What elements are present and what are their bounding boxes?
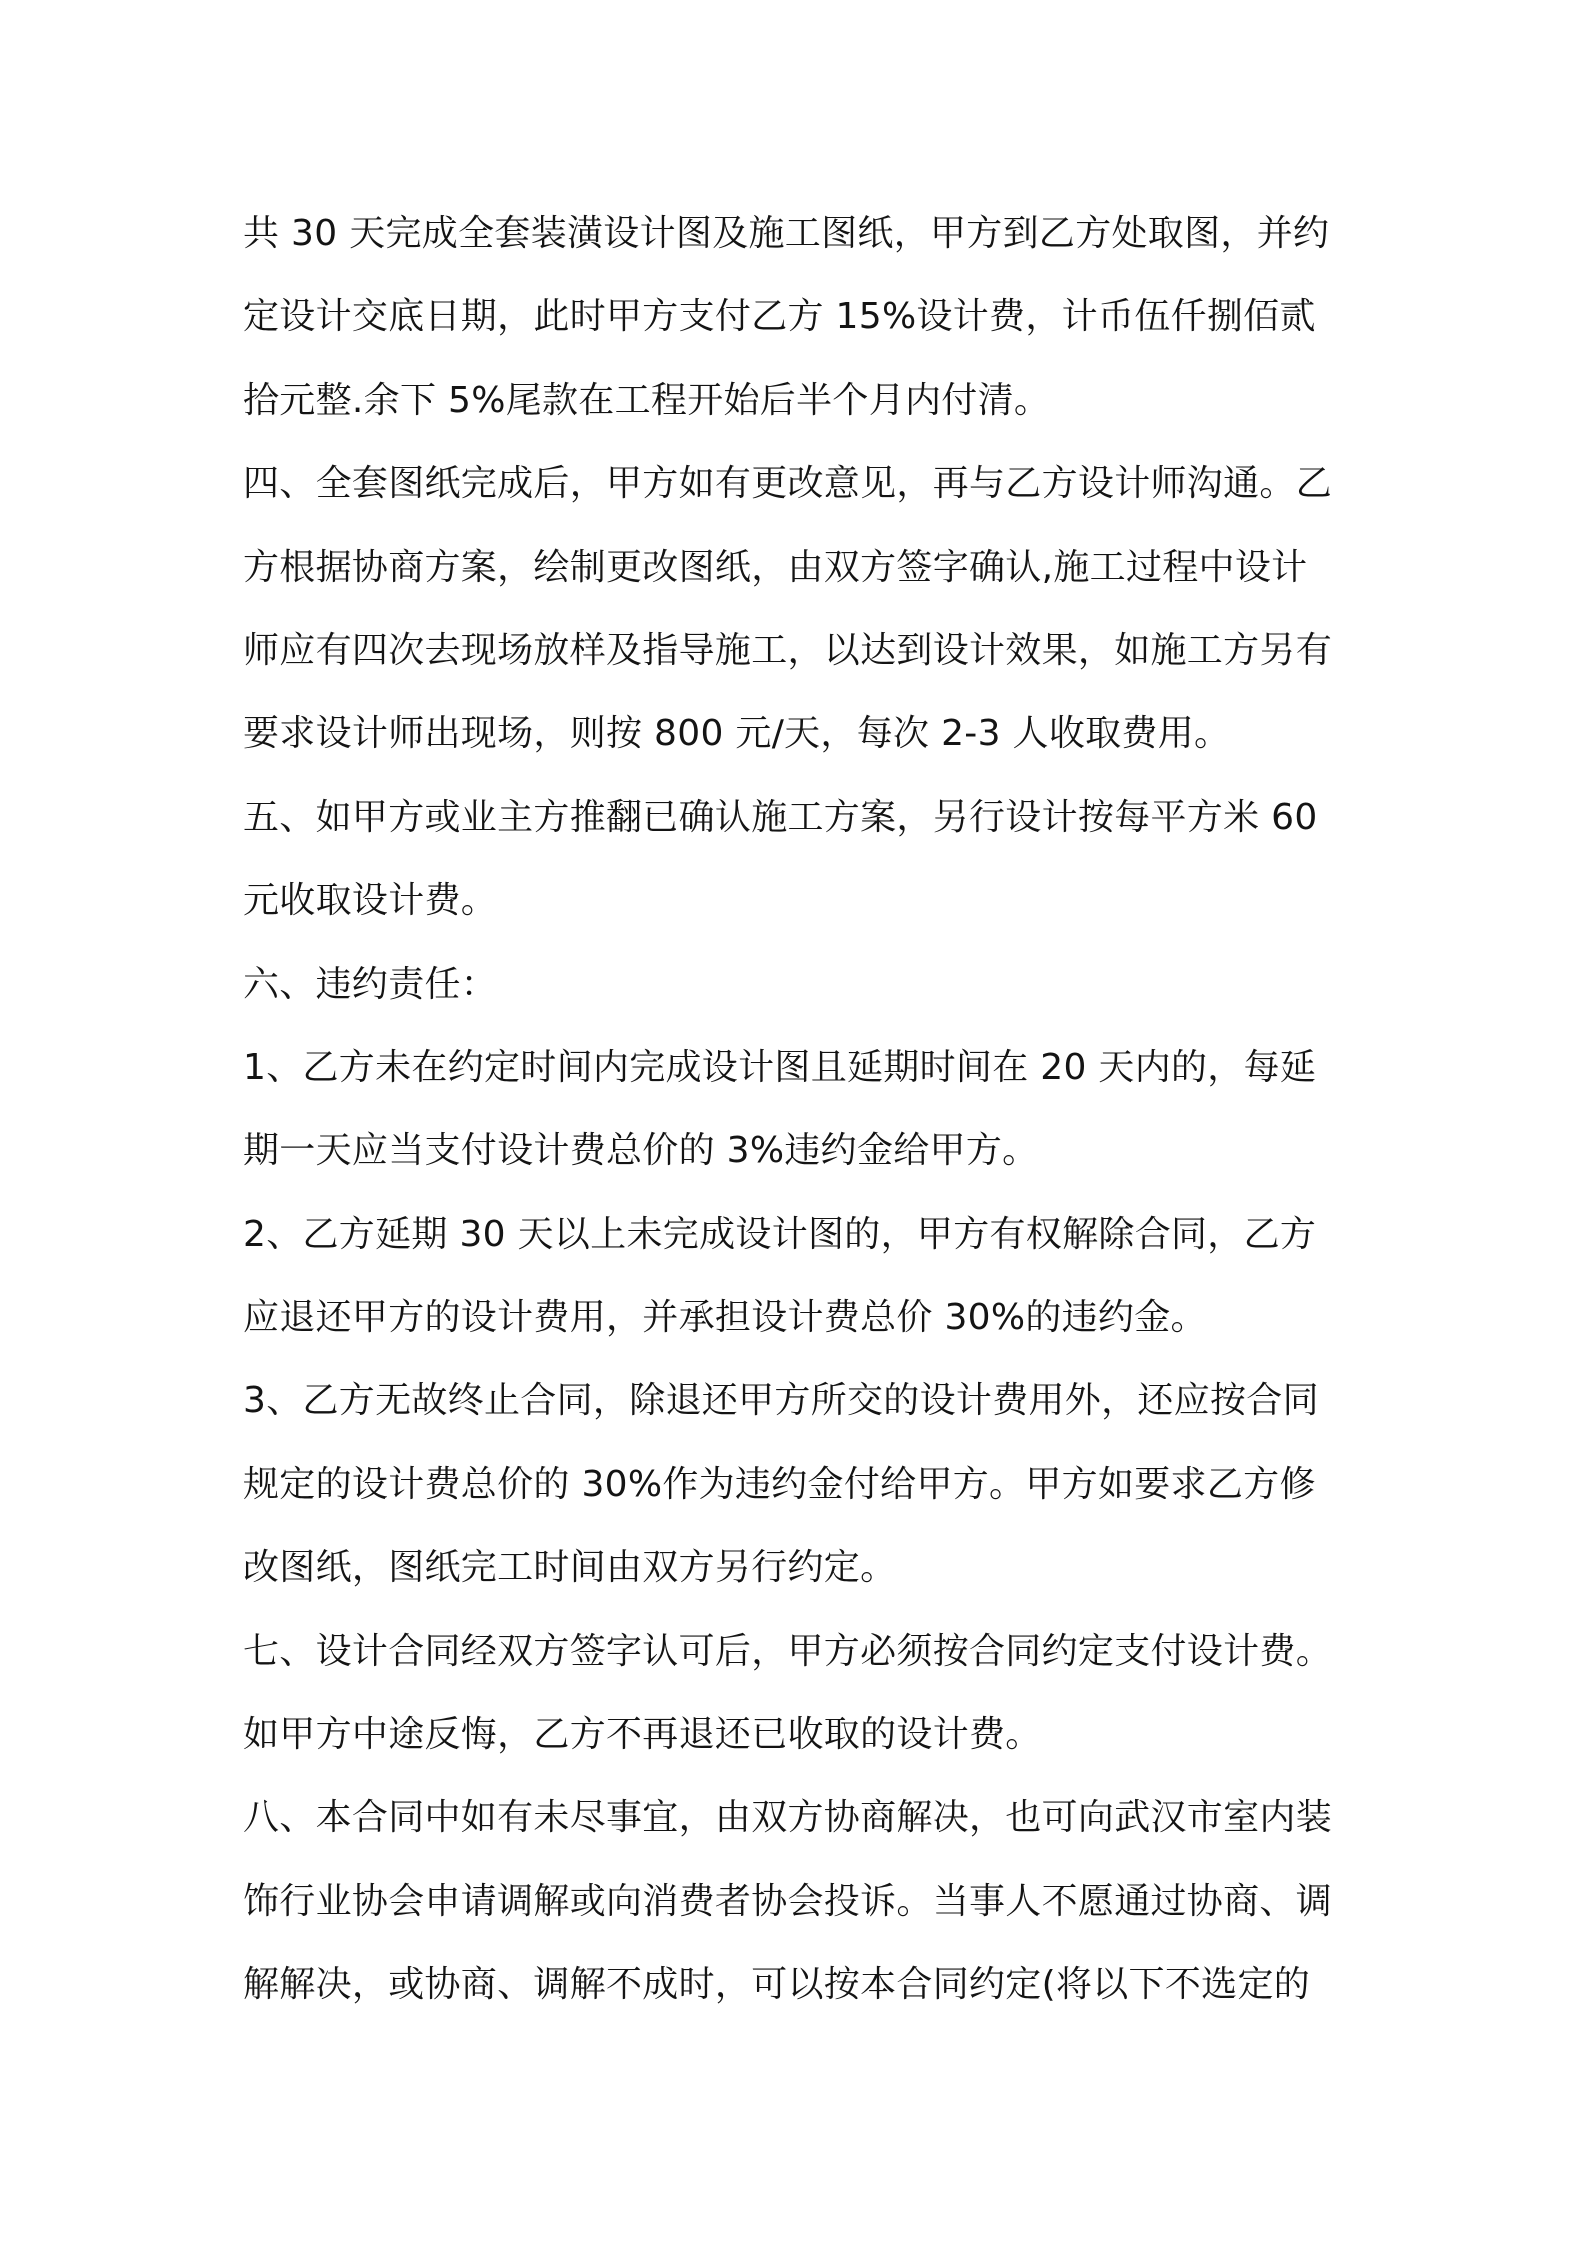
text-line: 2、乙方延期 30 天以上未完成设计图的，甲方有权解除合同，乙方 — [243, 1213, 1317, 1255]
text-line: 定设计交底日期，此时甲方支付乙方 15%设计费，计币伍仟捌佰贰 — [243, 296, 1316, 338]
text-line: 饰行业协会申请调解或向消费者协会投诉。当事人不愿通过协商、调 — [243, 1880, 1333, 1922]
section-heading: 六、违约责任： — [243, 963, 498, 1005]
text-line: 如甲方中途反悔，乙方不再退还已收取的设计费。 — [243, 1714, 1042, 1756]
text-line: 规定的设计费总价的 30%作为违约金付给甲方。甲方如要求乙方修 — [243, 1463, 1316, 1505]
text-line: 改图纸，图纸完工时间由双方另行约定。 — [243, 1547, 897, 1589]
text-line: 应退还甲方的设计费用，并承担设计费总价 30%的违约金。 — [243, 1297, 1207, 1339]
text-line: 四、全套图纸完成后，甲方如有更改意见，再与乙方设计师沟通。乙 — [243, 463, 1333, 505]
text-line: 1、乙方未在约定时间内完成设计图且延期时间在 20 天内的，每延 — [243, 1046, 1317, 1088]
text-line: 七、设计合同经双方签字认可后，甲方必须按合同约定支付设计费。 — [243, 1630, 1333, 1672]
contract-text — [243, 192, 1363, 2027]
text-line: 八、本合同中如有未尽事宜，由双方协商解决，也可向武汉市室内装 — [243, 1797, 1333, 1839]
text-line: 五、如甲方或业主方推翻已确认施工方案，另行设计按每平方米 60 — [243, 796, 1318, 838]
text-line: 师应有四次去现场放样及指导施工，以达到设计效果，如施工方另有 — [243, 629, 1333, 671]
text-line: 共 30 天完成全套装潢设计图及施工图纸，甲方到乙方处取图，并约 — [243, 213, 1330, 254]
text-line: 期一天应当支付设计费总价的 3%违约金给甲方。 — [243, 1130, 1039, 1172]
text-line: 要求设计师出现场，则按 800 元/天，每次 2-3 人收取费用。 — [243, 713, 1231, 755]
text-line: 拾元整.余下 5%尾款在工程开始后半个月内付清。 — [243, 379, 1051, 421]
text-line: 解解决，或协商、调解不成时，可以按本合同约定(将以下不选定的 — [243, 1964, 1311, 2006]
text-line: 元收取设计费。 — [243, 880, 498, 922]
text-line: 3、乙方无故终止合同，除退还甲方所交的设计费用外，还应按合同 — [243, 1380, 1319, 1422]
text-line: 方根据协商方案，绘制更改图纸，由双方签字确认,施工过程中设计 — [243, 546, 1308, 588]
